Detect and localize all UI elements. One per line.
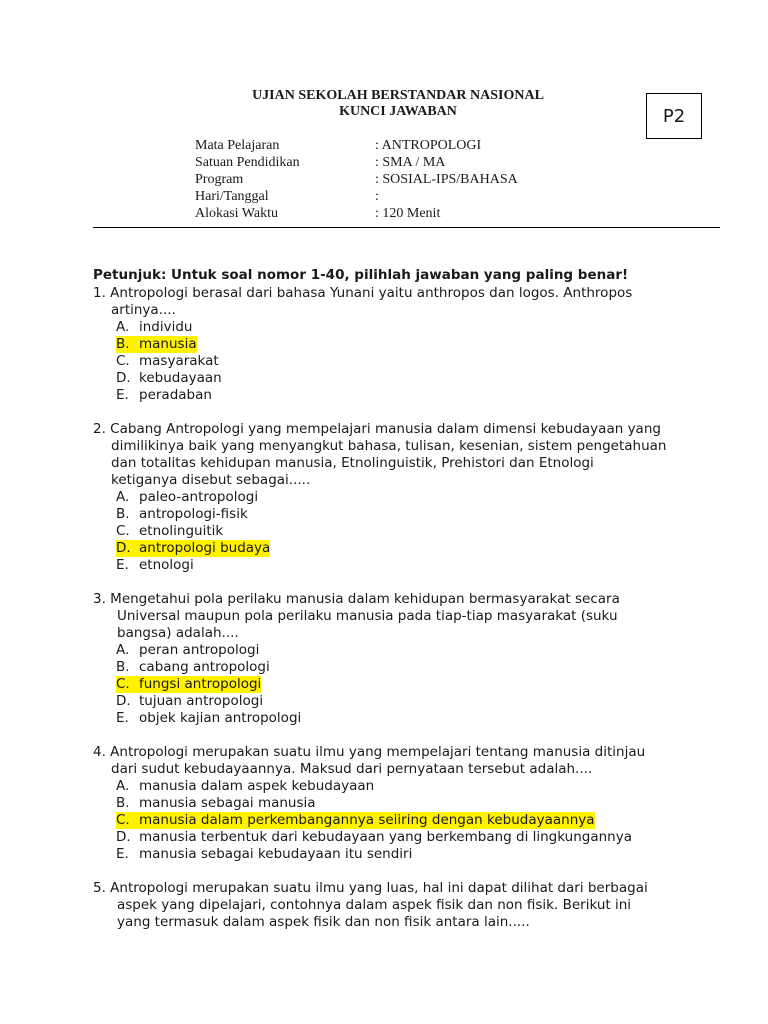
instruction-text: Petunjuk: Untuk soal nomor 1-40, pilihlah jawaban yang paling benar!: [93, 267, 629, 283]
exam-info-row: [195, 137, 518, 154]
answer-option: [93, 693, 733, 710]
option-letter: A.: [116, 489, 130, 505]
exam-info: [195, 137, 518, 222]
question-text-line: 2. Cabang Antropologi yang mempelajari manusia dalam dimensi kebudayaan yang: [93, 421, 661, 437]
question-text-line: dan totalitas kehidupan manusia, Etnolinguistik, Prehistori dan Etnologi: [111, 455, 594, 471]
answer-option-correct: [93, 676, 733, 693]
option-letter: E.: [116, 387, 129, 403]
option-letter: C.: [116, 812, 130, 828]
paket-code-box: [646, 93, 702, 139]
option-text: etnologi: [139, 557, 194, 573]
exam-info-label: Satuan Pendidikan: [195, 155, 300, 170]
option-text: masyarakat: [139, 353, 219, 369]
option-text: paleo-antropologi: [139, 489, 259, 505]
title-line-2: KUNCI JAWABAN: [339, 104, 457, 119]
option-letter: C.: [116, 676, 130, 692]
answer-option: [93, 523, 733, 540]
question-1: [93, 285, 733, 404]
option-text: fungsi antropologi: [139, 676, 262, 692]
exam-info-row: [195, 188, 518, 205]
option-letter: B.: [116, 795, 130, 811]
option-text: individu: [139, 319, 193, 335]
answer-option-correct: [93, 812, 733, 829]
question-2: [93, 421, 733, 574]
option-letter: B.: [116, 336, 130, 352]
title-line-1: UJIAN SEKOLAH BERSTANDAR NASIONAL: [252, 88, 544, 103]
exam-info-label: Alokasi Waktu: [195, 206, 278, 221]
answer-option: [93, 642, 733, 659]
question-text-line: aspek yang dipelajari, contohnya dalam aspek fisik dan non fisik. Berikut ini: [117, 897, 632, 913]
option-letter: A.: [116, 778, 130, 794]
exam-info-value: : SOSIAL-IPS/BAHASA: [375, 172, 518, 187]
option-letter: B.: [116, 659, 130, 675]
answer-option: [93, 353, 733, 370]
question-text-line: dimilikinya baik yang menyangkut bahasa, tulisan, kesenian, sistem pengetahuan: [111, 438, 667, 454]
option-text: tujuan antropologi: [139, 693, 264, 709]
option-text: manusia sebagai manusia: [139, 795, 316, 811]
answer-option: [93, 778, 733, 795]
option-letter: D.: [116, 829, 131, 845]
option-text: manusia dalam aspek kebudayaan: [139, 778, 375, 794]
option-letter: C.: [116, 523, 130, 539]
question-text-line: 5. Antropologi merupakan suatu ilmu yang luas, hal ini dapat dilihat dari berbagai: [93, 880, 648, 896]
option-letter: D.: [116, 540, 131, 556]
question-text-line: 1. Antropologi berasal dari bahasa Yunani yaitu anthropos dan logos. Anthropos: [93, 285, 633, 301]
option-letter: A.: [116, 642, 130, 658]
question-text-line: ketiganya disebut sebagai.....: [111, 472, 311, 488]
answer-option: [93, 846, 733, 863]
answer-option: [93, 829, 733, 846]
option-letter: E.: [116, 710, 129, 726]
option-text: manusia dalam perkembangannya seiiring dengan kebudayaannya: [139, 812, 595, 828]
answer-option: [93, 370, 733, 387]
question-text-line: Universal maupun pola perilaku manusia pada tiap-tiap masyarakat (suku: [117, 608, 618, 624]
option-letter: B.: [116, 506, 130, 522]
option-text: manusia terbentuk dari kebudayaan yang berkembang di lingkungannya: [139, 829, 632, 845]
questions-container: [93, 285, 733, 931]
option-text: manusia sebagai kebudayaan itu sendiri: [139, 846, 413, 862]
header-divider: [93, 227, 720, 228]
answer-option-correct: [93, 336, 733, 353]
question-text-line: yang termasuk dalam aspek fisik dan non fisik antara lain.....: [117, 914, 530, 930]
option-letter: D.: [116, 370, 131, 386]
exam-info-row: [195, 171, 518, 188]
option-letter: C.: [116, 353, 130, 369]
exam-info-label: Hari/Tanggal: [195, 189, 269, 204]
exam-info-value: : SMA / MA: [375, 155, 446, 170]
question-4: [93, 744, 733, 863]
question-text-line: bangsa) adalah....: [117, 625, 239, 641]
option-text: peran antropologi: [139, 642, 260, 658]
answer-option: [93, 659, 733, 676]
option-text: antropologi budaya: [139, 540, 271, 556]
option-letter: D.: [116, 693, 131, 709]
exam-info-row: [195, 205, 518, 222]
answer-option: [93, 489, 733, 506]
answer-option: [93, 387, 733, 404]
option-text: manusia: [139, 336, 197, 352]
question-3: [93, 591, 733, 727]
question-text-line: dari sudut kebudayaannya. Maksud dari pernyataan tersebut adalah....: [111, 761, 593, 777]
answer-option: [93, 319, 733, 336]
answer-option: [93, 795, 733, 812]
exam-info-value: :: [375, 189, 379, 204]
option-text: kebudayaan: [139, 370, 222, 386]
option-letter: E.: [116, 846, 129, 862]
option-text: objek kajian antropologi: [139, 710, 302, 726]
exam-info-label: Mata Pelajaran: [195, 138, 280, 153]
question-text-line: artinya....: [111, 302, 176, 318]
option-text: cabang antropologi: [139, 659, 270, 675]
option-text: peradaban: [139, 387, 212, 403]
answer-option: [93, 506, 733, 523]
option-letter: E.: [116, 557, 129, 573]
question-text-line: 3. Mengetahui pola perilaku manusia dalam kehidupan bermasyarakat secara: [93, 591, 620, 607]
question-text-line: 4. Antropologi merupakan suatu ilmu yang mempelajari tentang manusia ditinjau: [93, 744, 646, 760]
option-text: etnolinguitik: [139, 523, 224, 539]
answer-option-correct: [93, 540, 733, 557]
question-5: [93, 880, 733, 931]
question-list: [93, 266, 733, 948]
paket-code: P2: [662, 105, 686, 127]
answer-option: [93, 557, 733, 574]
exam-info-value: : ANTROPOLOGI: [375, 138, 482, 153]
option-letter: A.: [116, 319, 130, 335]
exam-info-label: Program: [195, 172, 244, 187]
option-text: antropologi-fisik: [139, 506, 248, 522]
answer-option: [93, 710, 733, 727]
exam-info-value: : 120 Menit: [375, 206, 441, 221]
exam-info-row: [195, 154, 518, 171]
